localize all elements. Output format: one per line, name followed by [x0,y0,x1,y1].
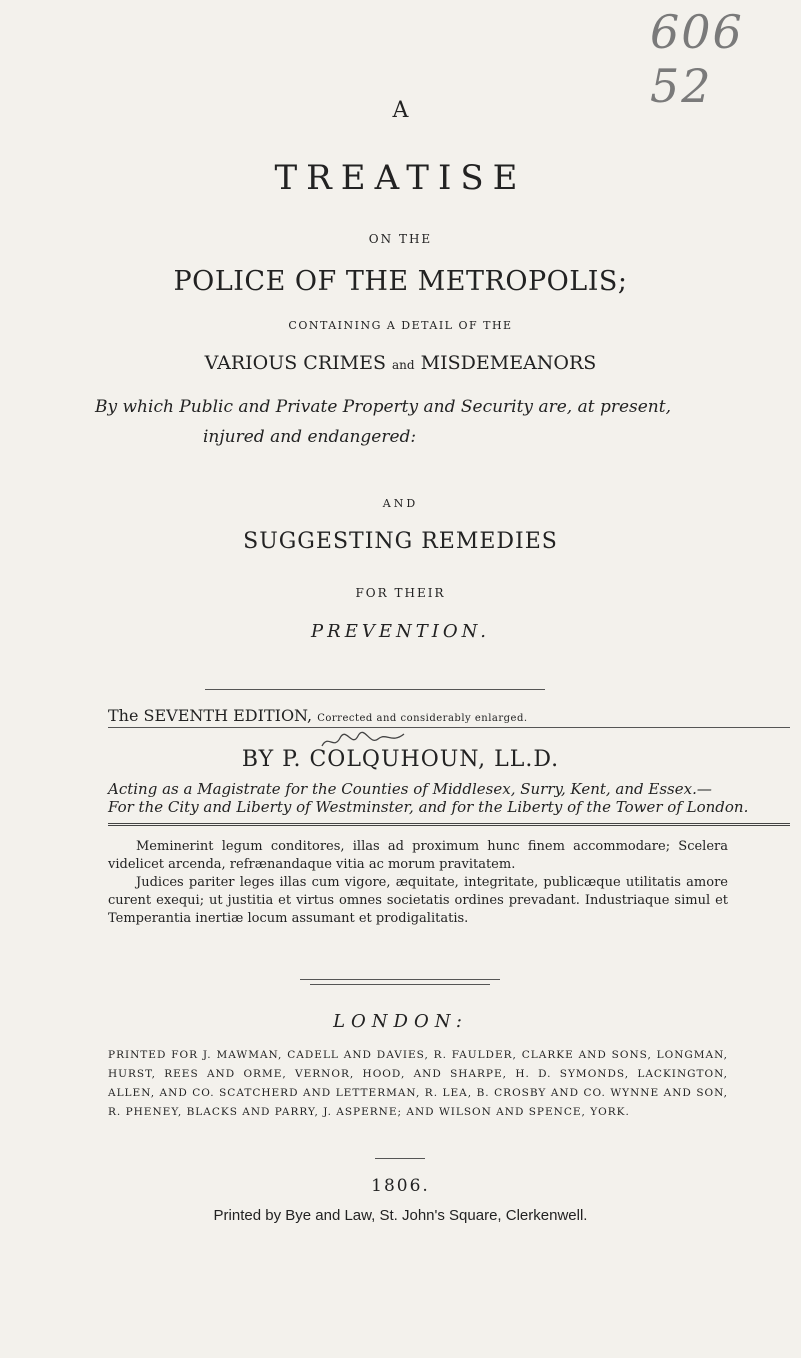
double-rule [108,823,790,826]
on-the-line: ON THE [368,232,433,246]
imprint-city: LONDON: [333,1011,468,1032]
short-rule [375,1158,425,1159]
edition-main: The SEVENTH EDITION, [108,706,313,725]
crimes-and: and [392,358,415,372]
epigraph-paragraph-2: Judices pariter leges illas cum vigore, æquitate, integritate, publicæque utilitatis amore curent exequi; ut justitia et virtus omnes societatis ordines prevadant. Industriaque simul et Temperantia inertiæ locum assumant et prodigalitatis. [108,875,728,926]
edition-rule [108,727,790,728]
epigraph-paragraph-1: Meminerint legum conditores, illas ad proximum hunc finem accommodare; Scelera videlicet arcenda, refrænandaque vitia ac morum pravitatem. [108,839,728,872]
author-credentials-1: Acting as a Magistrate for the Counties of Middlesex, Surry, Kent, and Essex.— [108,780,712,798]
imprint-year: 1806. [371,1176,430,1196]
handwritten-shelfmark: 606 52 [650,5,744,113]
edition-rest: Corrected and considerably enlarged. [317,713,528,724]
author-credentials-2: For the City and Liberty of Westminster, and for the Liberty of the Tower of London. [108,798,749,816]
subject-title: POLICE OF THE METROPOLIS; [173,266,628,297]
for-their-line: FOR THEIR [355,586,446,600]
containing-line: CONTAINING A DETAIL OF THE [288,319,513,332]
imprint-printers: PRINTED FOR J. MAWMAN, CADELL AND DAVIES, R. FAULDER, CLARKE AND SONS, LONGMAN, HURST, REES AND ORME, VERNOR, HOOD, AND SHARPE, H. D. SYMONDS, LACKINGTON, ALLEN, AND CO. SCATCHERD AND LETTERMAN, R. LEA, B. CROSBY AND CO. WYNNE AND SON, R. PHENEY, BLACKS AND PARRY, J. ASPERNE; AND WILSON AND SPENCE, YORK. [108,1049,728,1118]
main-title: TREATISE [274,158,527,198]
crimes-word: VARIOUS CRIMES [204,352,386,374]
edition-line [108,706,788,725]
prevention-title: PREVENTION. [311,621,490,642]
printer-colophon: Printed by Bye and Law, St. John's Square, Clerkenwell. [213,1207,588,1224]
divider-rule [205,689,545,690]
author-line: BY P. COLQUHOUN, LL.D. [241,747,560,772]
subtitle-line-1: By which Public and Private Property and Security are, at present, [95,397,671,417]
latin-epigraph [108,838,728,928]
rule-upper [300,979,500,980]
and-line: AND [382,497,419,510]
misdemeanors-word: MISDEMEANORS [420,352,597,374]
title-article: A [392,98,409,123]
subtitle-line-2: injured and endangered: [203,427,417,447]
crimes-line [0,352,801,374]
suggesting-title: SUGGESTING REMEDIES [243,529,558,554]
rule-lower [310,984,490,985]
